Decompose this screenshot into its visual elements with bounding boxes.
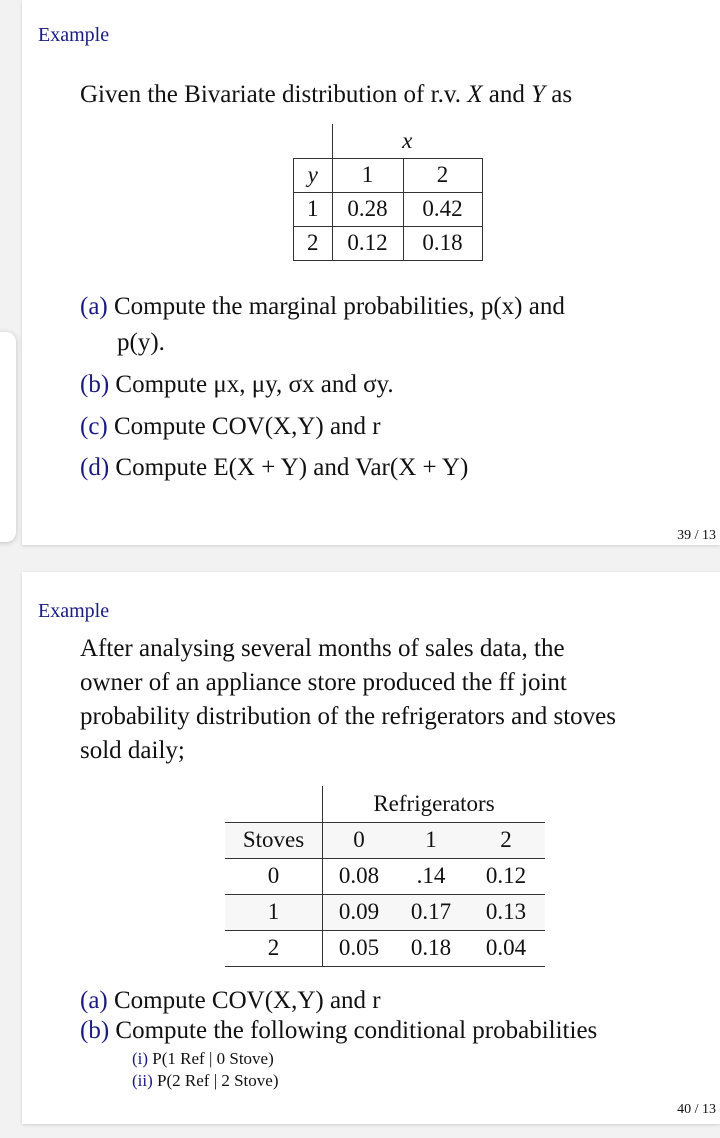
table-cell: 0.17 [395, 894, 467, 930]
table-cell: 0.12 [467, 858, 545, 894]
col-header: 2 [467, 822, 545, 858]
table-cell: 0.04 [467, 930, 545, 966]
col-header: 0 [323, 822, 396, 858]
example-label: Example [38, 24, 110, 46]
table-cell: 0.08 [323, 858, 396, 894]
table-cell: 0.18 [403, 226, 482, 260]
sales-table [225, 786, 545, 967]
paragraph-line: owner of an appliance store produced the ff joint [80, 669, 567, 696]
question-item-d: (d) Compute E(X + Y) and Var(X + Y) [80, 454, 469, 481]
col-var-x: x [332, 124, 482, 158]
bivariate-table [293, 124, 483, 261]
table-cell: 0.05 [323, 930, 396, 966]
page-number: 39 / 13 [677, 528, 716, 543]
intro-text [80, 78, 572, 112]
paragraph-line: After analysing several months of sales data, the [80, 635, 565, 662]
example-label: Example [38, 600, 110, 622]
intro-prefix: Given the Bivariate distribution of r.v. [80, 81, 461, 108]
var-y: Y [531, 81, 545, 108]
page-number: 40 / 13 [677, 1102, 716, 1117]
question-item-b: (b) Compute μx, μy, σx and σy. [80, 371, 394, 398]
paragraph-line: sold daily; [80, 737, 185, 764]
slide-40 [22, 572, 720, 1124]
paragraph-line: probability distribution of the refrigerators and stoves [80, 703, 616, 730]
row-header: 0 [225, 858, 323, 894]
question-item-a: (a) Compute COV(X,Y) and r [80, 987, 381, 1014]
as-word: as [551, 81, 573, 108]
table-cell: 0.18 [395, 930, 467, 966]
sub-item-i: (i) P(1 Ref | 0 Stove) [132, 1049, 274, 1068]
question-item-b: (b) Compute the following conditional probabilities [80, 1017, 598, 1044]
side-panel-tab[interactable] [0, 332, 16, 542]
table-cell: 0.28 [332, 192, 403, 226]
row-header: 2 [225, 930, 323, 966]
col-header: 2 [403, 158, 482, 192]
row-header: 1 [225, 894, 323, 930]
table-cell: 0.42 [403, 192, 482, 226]
col-header-refrigerators: Refrigerators [323, 786, 546, 822]
table-cell: .14 [395, 858, 467, 894]
row-header: 2 [294, 226, 333, 260]
sub-item-ii: (ii) P(2 Ref | 2 Stove) [132, 1071, 279, 1090]
question-item-a: (a) Compute the marginal probabilities, p(x) and [80, 293, 565, 320]
question-item-c: (c) Compute COV(X,Y) and r [80, 413, 381, 440]
var-x: X [467, 81, 483, 108]
row-header: 1 [294, 192, 333, 226]
col-header: 1 [332, 158, 403, 192]
and-word: and [488, 81, 525, 108]
col-header: 1 [395, 822, 467, 858]
table-cell: 0.09 [323, 894, 396, 930]
table-cell: 0.13 [467, 894, 545, 930]
question-item-a-cont: p(y). [117, 329, 165, 356]
slide-39 [22, 0, 720, 545]
table-cell: 0.12 [332, 226, 403, 260]
row-header-stoves: Stoves [225, 822, 323, 858]
row-var-y: y [294, 158, 333, 192]
